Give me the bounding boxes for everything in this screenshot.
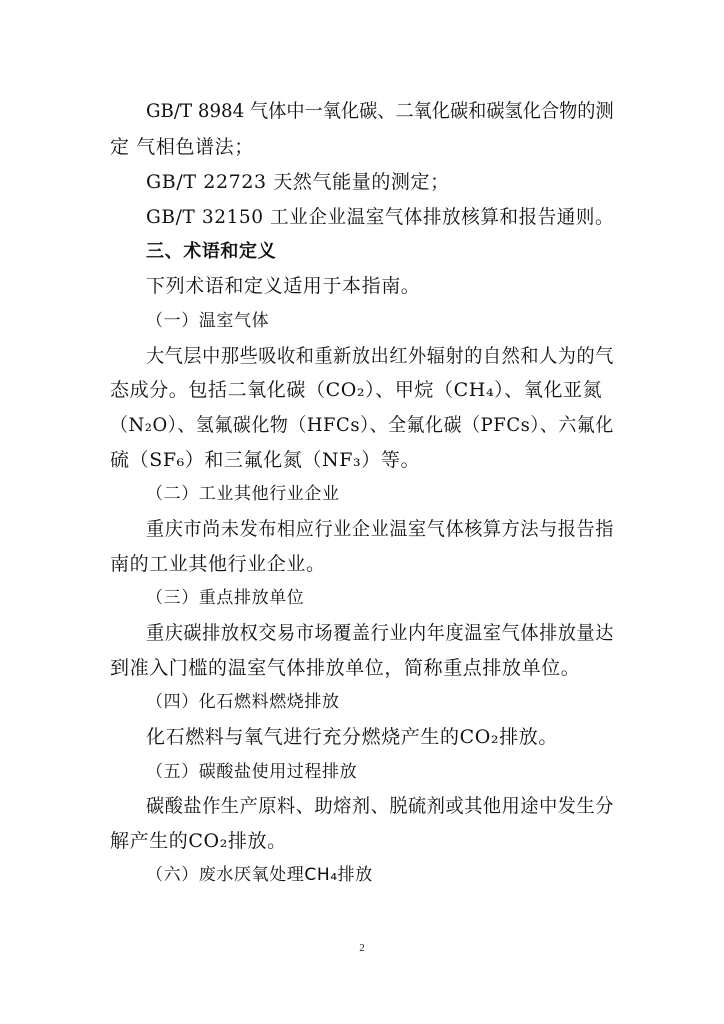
reference-standard-line: 定 气相色谱法； [110,136,254,158]
paragraph-line: 碳酸盐作生产原料、助熔剂、脱硫剂或其他用途中发生分 [146,795,614,817]
page-number: 2 [359,942,365,954]
paragraph-line: 下列术语和定义适用于本指南。 [146,275,421,297]
paragraph-line: 大气层中那些吸收和重新放出红外辐射的自然和人为的气 [146,345,614,367]
subsection-heading: （六）废水厌氧处理CH₄排放 [146,865,373,885]
paragraph-line: 南的工业其他行业企业。 [110,553,326,575]
paragraph-line: 重庆碳排放权交易市场覆盖行业内年度温室气体排放量达 [146,622,614,644]
subsection-heading: （一）温室气体 [146,311,270,331]
subsection-heading: （三）重点排放单位 [146,588,305,608]
subsection-heading: （二）工业其他行业企业 [146,484,340,504]
subsection-heading: （五）碳酸盐使用过程排放 [146,762,358,782]
paragraph-line: 重庆市尚未发布相应行业企业温室气体核算方法与报告指 [146,518,614,540]
paragraph-line: 硫（SF₆）和三氟化氮（NF₃）等。 [110,449,421,471]
paragraph-line: （N₂O）、氢氟碳化物（HFCs）、全氟化碳（PFCs）、六氟化 [110,414,614,436]
subsection-heading: （四）化石燃料燃烧排放 [146,692,340,712]
reference-standard-line [146,99,614,123]
section-heading: 三、术语和定义 [146,241,277,262]
justified-text: GB/T 8984 气体中一氧化碳、二氧化碳和碳氢化合物的测 [146,100,614,122]
paragraph-line: 解产生的CO₂排放。 [110,830,287,852]
reference-standard-line: GB/T 32150 工业企业温室气体排放核算和报告通则。 [146,206,615,228]
paragraph-line: 到准入门槛的温室气体排放单位，简称重点排放单位。 [110,657,581,679]
reference-standard-line: GB/T 22723 天然气能量的测定； [146,171,450,193]
paragraph-line: 化石燃料与氧气进行充分燃烧产生的CO₂排放。 [146,726,558,748]
paragraph-line: 态成分。包括二氧化碳（CO₂）、甲烷（CH₄）、氧化亚氮 [110,379,603,401]
